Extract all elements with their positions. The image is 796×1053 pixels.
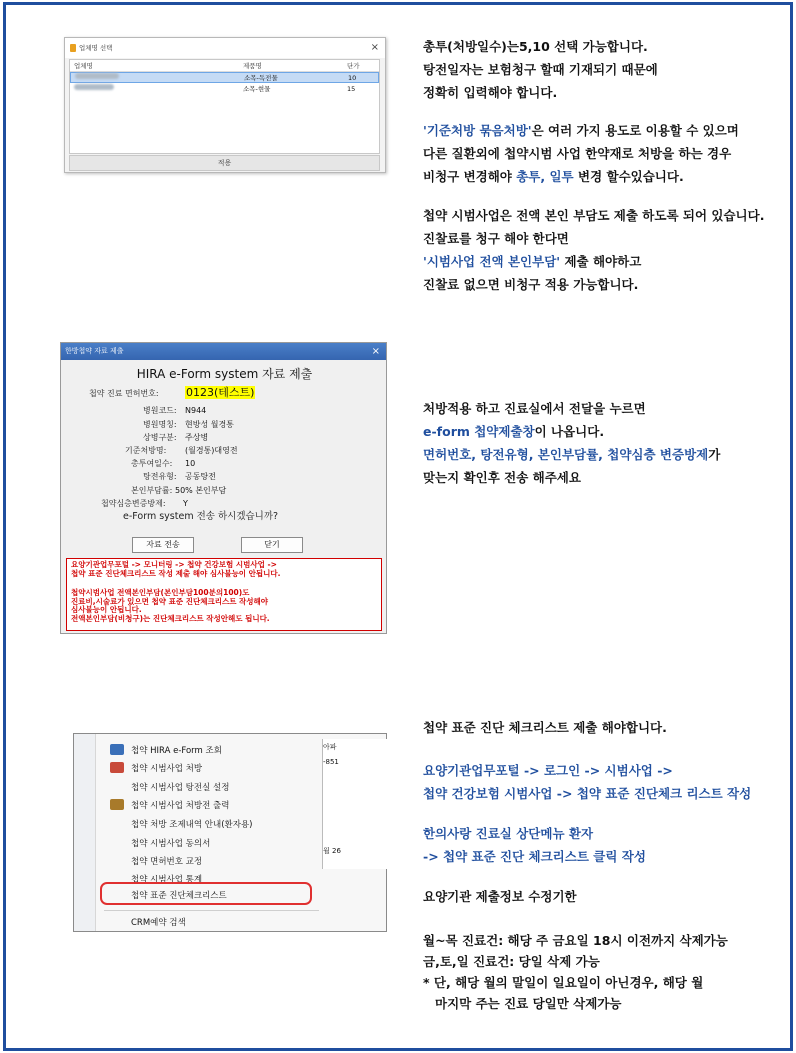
- license-number-value: [185, 386, 255, 400]
- emphasis-text: '기준처방 묶음처방': [423, 123, 532, 138]
- body-text: 은 여러 가지 용도로 이용할 수 있으며: [531, 123, 739, 138]
- emphasis-text: 총투, 일투: [516, 169, 574, 184]
- menu-item-dispensing-info[interactable]: 첩약 처방 조제내역 안내(환자용): [131, 820, 253, 830]
- s3-line-7: 월~목 진료건: 해당 주 금요일 18시 이전까지 삭제가능: [423, 933, 728, 948]
- price-cell: 10: [348, 74, 357, 82]
- field-value: 공동탕전: [185, 472, 216, 481]
- printer-icon: [110, 799, 124, 810]
- s1-line-1: 총투(처방일수)는5,10 선택 가능합니다.: [423, 39, 648, 54]
- body-text: 이 나옵니다.: [534, 424, 605, 439]
- s1-line-3: 정확히 입력해야 합니다.: [423, 85, 558, 100]
- s3-line-8: 금,토,일 진료건: 당일 삭제 가능: [423, 954, 600, 969]
- s3-line-5: -> 첩약 표준 진단 체크리스트 클릭 작성: [423, 849, 646, 864]
- table-row[interactable]: [70, 72, 379, 83]
- s1-para2-line-3: [423, 166, 684, 187]
- close-icon[interactable]: ×: [370, 42, 379, 53]
- s1-para2-line-2: 다른 질환외에 첩약시범 사업 한약재로 처방을 하는 경우: [423, 146, 732, 161]
- field-label: 병원명칭:: [143, 420, 177, 429]
- s2-line-4: 맞는지 확인후 전송 해주세요: [423, 470, 581, 485]
- s1-para2-line-1: [423, 120, 739, 141]
- field-label: 첩약심층변증방제:: [101, 499, 166, 508]
- vendor-select-title: 업체명 선택: [79, 44, 113, 52]
- s3-line-4: 한의사랑 진료실 상단메뉴 환자: [423, 826, 594, 841]
- s2-line-1: 처방적용 하고 진료실에서 전달을 누르면: [423, 401, 646, 416]
- field-label: 상병구분:: [143, 433, 177, 442]
- notice-line: 진료비,시술료가 있으면 첩약 표준 진단체크리스트 작성해야: [71, 596, 269, 606]
- menu-item-consent-form[interactable]: 첩약 시범사업 동의서: [131, 839, 211, 849]
- menu-item-decoction-settings[interactable]: 첩약 시범사업 탕전실 설정: [131, 783, 230, 793]
- s2-line-3: [423, 444, 720, 465]
- body-text: 변경 할수있습니다.: [573, 169, 684, 184]
- blurred-vendor-name: [75, 73, 119, 79]
- send-data-button[interactable]: 자료 전송: [132, 537, 194, 553]
- field-value: 주상병: [185, 433, 209, 442]
- notice-box: [66, 558, 382, 631]
- s3-line-3: 첩약 건강보험 시범사업 -> 첩약 표준 진단체크 리스트 작성: [423, 786, 752, 801]
- field-label: 첩약 진료 면허번호:: [89, 389, 159, 398]
- eform-title: 한방첩약 자료 제출: [65, 347, 124, 355]
- close-icon[interactable]: ×: [371, 346, 380, 357]
- patient-menu-dropdown: [73, 733, 387, 932]
- eform-submit-window: [60, 342, 387, 634]
- vendor-select-titlebar: [65, 38, 385, 58]
- menu-item-license-correction[interactable]: 첩약 면허번호 교정: [131, 857, 203, 867]
- notice-line: 첩약 표준 진단체크리스트 작성 제출 해야 심사불능이 안됩니다.: [71, 568, 281, 578]
- s3-line-10: 마지막 주는 진료 당일만 삭제가능: [435, 996, 622, 1011]
- column-header: 제품명: [243, 62, 262, 70]
- field-label: 탕전유형:: [143, 472, 177, 481]
- notice-line: 요양기관업무포털 -> 모니터링 -> 첩약 건강보험 시범사업 ->: [71, 560, 277, 569]
- s1-line-2: 탕전일자는 보험청구 할때 기재되기 때문에: [423, 62, 658, 77]
- app-icon: [70, 44, 76, 52]
- menu-item-diagnosis-checklist[interactable]: 첩약 표준 진단체크리스트: [131, 891, 227, 901]
- eform-titlebar: [61, 343, 386, 360]
- table-header: [70, 61, 379, 72]
- s3-line-1: 첩약 표준 진단 체크리스트 제출 해야합니다.: [423, 720, 667, 735]
- notice-line: 심사불능이 안됩니다.: [71, 605, 142, 614]
- emphasis-text: e-form 첩약제출창: [423, 424, 535, 439]
- confirm-question: e-Form system 전송 하시겠습니까?: [123, 511, 279, 522]
- s2-line-2: [423, 421, 604, 442]
- menu-separator: [104, 910, 319, 911]
- menu-item-print-prescription[interactable]: 첩약 시범사업 처방전 출력: [131, 801, 230, 811]
- close-button[interactable]: 닫기: [241, 537, 303, 553]
- s1-para3-line-4: 진찰료 없으면 비청구 적용 가능합니다.: [423, 277, 639, 292]
- notice-line: 첩약시범사업 전액본인부담(본인부담100분의100)도: [71, 588, 250, 597]
- emphasis-text: '시범사업 전액 본인부담': [423, 254, 561, 269]
- body-text: 가: [708, 447, 721, 462]
- menu-item-pilot-prescription[interactable]: 첩약 시범사업 처방: [131, 764, 203, 774]
- field-value: Y: [183, 499, 188, 508]
- background-text: 아파: [323, 743, 337, 751]
- field-label: 총투여일수:: [131, 459, 173, 468]
- table-row[interactable]: [70, 84, 379, 95]
- background-text: -851: [323, 758, 339, 766]
- field-value: 10: [185, 459, 196, 468]
- price-cell: 15: [347, 85, 356, 93]
- menu-item-statistics[interactable]: 첩약 시범사업 통계: [131, 875, 203, 885]
- field-value: 현방성 월경통: [185, 420, 234, 429]
- search-doc-icon: [110, 744, 124, 755]
- menu-icon-strip: [74, 734, 96, 931]
- vendor-table: [69, 59, 380, 154]
- background-text: 월 26: [323, 847, 341, 855]
- column-header: 업체명: [74, 62, 93, 70]
- s3-line-9: * 단, 해당 월의 말일이 일요일이 아닌경우, 해당 월: [423, 975, 704, 990]
- highlight-text: 0123(테스트): [186, 386, 255, 399]
- field-value: N944: [185, 406, 207, 415]
- field-label: 기준처방명:: [125, 446, 167, 455]
- emphasis-text: 면허번호, 탕전유형, 본인부담률, 첩약심층 변증방제: [423, 447, 709, 462]
- notice-line: 전액본인부담(비청구)는 진단체크리스트 작성안해도 됩니다.: [71, 613, 270, 623]
- s1-para3-line-2: 진찰료를 청구 해야 한다면: [423, 231, 569, 246]
- field-value: (월경통)대영전: [185, 446, 238, 455]
- field-value: 50% 본인부담: [175, 486, 227, 495]
- product-cell: 소목-독전물: [244, 74, 278, 82]
- body-text: 제출 해야하고: [560, 254, 642, 269]
- vendor-select-window: [64, 37, 386, 173]
- field-label: 본인부담률:: [131, 486, 173, 495]
- eform-heading: HIRA e-Form system 자료 제출: [136, 367, 313, 381]
- s3-line-6: 요양기관 제출정보 수정기한: [423, 889, 577, 904]
- s1-para3-line-3: [423, 251, 641, 272]
- body-text: 비청구 변경해야: [423, 169, 517, 184]
- apply-button[interactable]: 적용: [69, 155, 380, 171]
- prescription-icon: [110, 762, 124, 773]
- field-label: 병원코드:: [143, 406, 177, 415]
- product-cell: 소목-현물: [243, 85, 271, 93]
- s3-line-2: 요양기관업무포털 -> 로그인 -> 시범사업 ->: [423, 763, 673, 778]
- blurred-vendor-name: [74, 84, 114, 90]
- column-header: 단가: [347, 62, 360, 70]
- menu-item-crm-search[interactable]: CRM예약 검색: [131, 918, 186, 928]
- menu-item-hira-eform[interactable]: 첩약 HIRA e-Form 조회: [131, 746, 222, 756]
- s1-para3-line-1: 첩약 시범사업은 전액 본인 부담도 제출 하도록 되어 있습니다.: [423, 208, 765, 223]
